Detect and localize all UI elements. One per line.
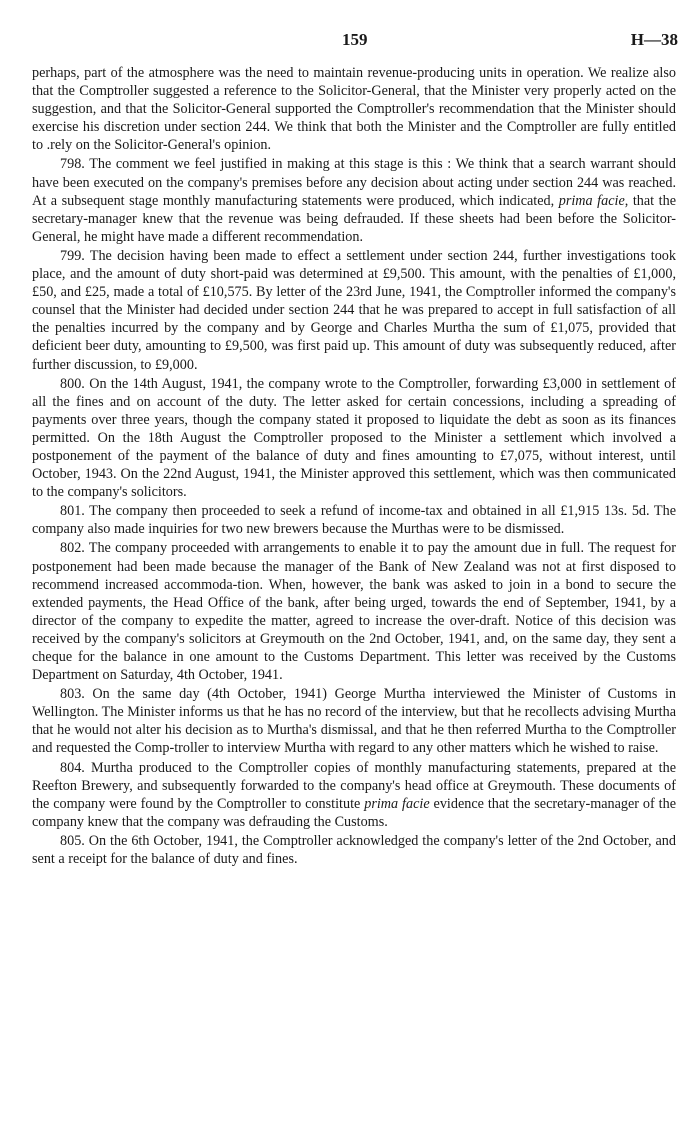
paragraph-804-text-a: 804. Murtha produced to the Comptroller copies of monthly manufacturing statements, prepared at the Reefton Brewery, and subsequently forwarded to the company's head office at Greymouth. These documents of the company were found by the Comptroller to constitute xyxy=(32,759,676,812)
page-header xyxy=(30,30,678,54)
paragraph-804 xyxy=(32,759,676,831)
paragraph-803: 803. On the same day (4th October, 1941) George Murtha interviewed the Minister of Customs in Wellington. The Minister informs us that he has no record of the interview, but that he recollects advising Murtha that he would not alter his decision as to Murtha's dismissal, and that he then referred Murtha to the Comptroller and requested the Comp-troller to interview Murtha with regard to any other matters which he wished to raise. xyxy=(32,686,676,757)
paragraph-798-text-a: 798. The comment we feel justified in making at this stage is this : We think that a search warrant should have been executed on the company's premises before any decision about acting under section 244 was reached. At a subsequent stage monthly manufacturing statements were produced, which indicated, xyxy=(32,156,676,209)
paragraph-798-italic: prima facie xyxy=(558,192,625,209)
document-body xyxy=(32,64,676,869)
paragraph-800: 800. On the 14th August, 1941, the company wrote to the Comptroller, forwarding £3,000 in settlement of all the fines and on account of the duty. The letter asked for certain concessions, including a spreading of payments over three years, though the company stated it proposed to liquidate the debt as soon as its finances permitted. On the 18th August the Comptroller proposed to the Minister a settlement which involved a postponement of the payment of the balance of duty and fines amounting to £7,075, without interest, until October, 1943. On the 22nd August, 1941, the Minister approved this settlement, which was then communicated to the company's solicitors. xyxy=(32,375,676,501)
paragraph-799: 799. The decision having been made to effect a settlement under section 244, further investigations took place, and the amount of duty short-paid was determined at £9,500. This amount, with the penalties of £1,000, £50, and £25, made a total of £10,575. By letter of the 23rd June, 1941, the Comptroller informed the company's counsel that the Minister had decided under section 244 that he was prepared to accept in full satisfaction of all the penalties incurred by the company and by George and Charles Murtha the sum of £1,075, provided that deficient beer duty, amounting to £9,500, was first paid up. This amount of duty was subsequently reduced, after further discussion, to £9,000. xyxy=(32,247,676,373)
paragraph-798-text-b: , that the secretary-manager knew that the revenue was being defrauded. If these sheets had been before the Solicitor-General, he might have made a different recommendation. xyxy=(32,192,676,245)
paragraph-804-text-b: evidence that the secretary-manager of the company knew that the company was defrauding the Customs. xyxy=(32,795,676,830)
paragraph-801: 801. The company then proceeded to seek a refund of income-tax and obtained in all £1,915 13s. 5d. The company also made inquiries for two new brewers because the Murthas were to be dismissed. xyxy=(32,503,676,538)
paragraph-798 xyxy=(32,155,676,245)
paragraph-804-italic: prima facie xyxy=(364,795,430,812)
paragraph-continuation: perhaps, part of the atmosphere was the need to maintain revenue-producing units in operation. We realize also that the Comptroller suggested a reference to the Solicitor-General, that the Minister very properly acted on the suggestion, and that the Solicitor-General supported the Comptroller's recommendation that the Minister should exercise his discretion under section 244. We think that both the Minister and the Comptroller are fully entitled to .rely on the Solicitor-General's opinion. xyxy=(32,65,676,154)
paragraph-802: 802. The company proceeded with arrangements to enable it to pay the amount due in full. The request for postponement had been made because the manager of the Bank of New Zealand was not at first disposed to recommend increased accommoda-tion. When, however, the bank was asked to join in a bond to secure the extended payments, the Head Office of the bank, after being urged, towards the end of September, 1941, by a director of the company to expedite the matter, agreed to increase the over-draft. Notice of this decision was received by the company's solicitors at Greymouth on the 2nd October, 1941, and, on the same day, they sent a cheque for the balance in one amount to the Customs Department. This letter was received by the Customs Department on Saturday, 4th October, 1941. xyxy=(32,540,676,684)
page-number: 159 xyxy=(342,30,368,49)
report-code: H—38 xyxy=(630,30,678,49)
paragraph-805: 805. On the 6th October, 1941, the Comptroller acknowledged the company's letter of the 2nd October, and sent a receipt for the balance of duty and fines. xyxy=(32,832,676,868)
